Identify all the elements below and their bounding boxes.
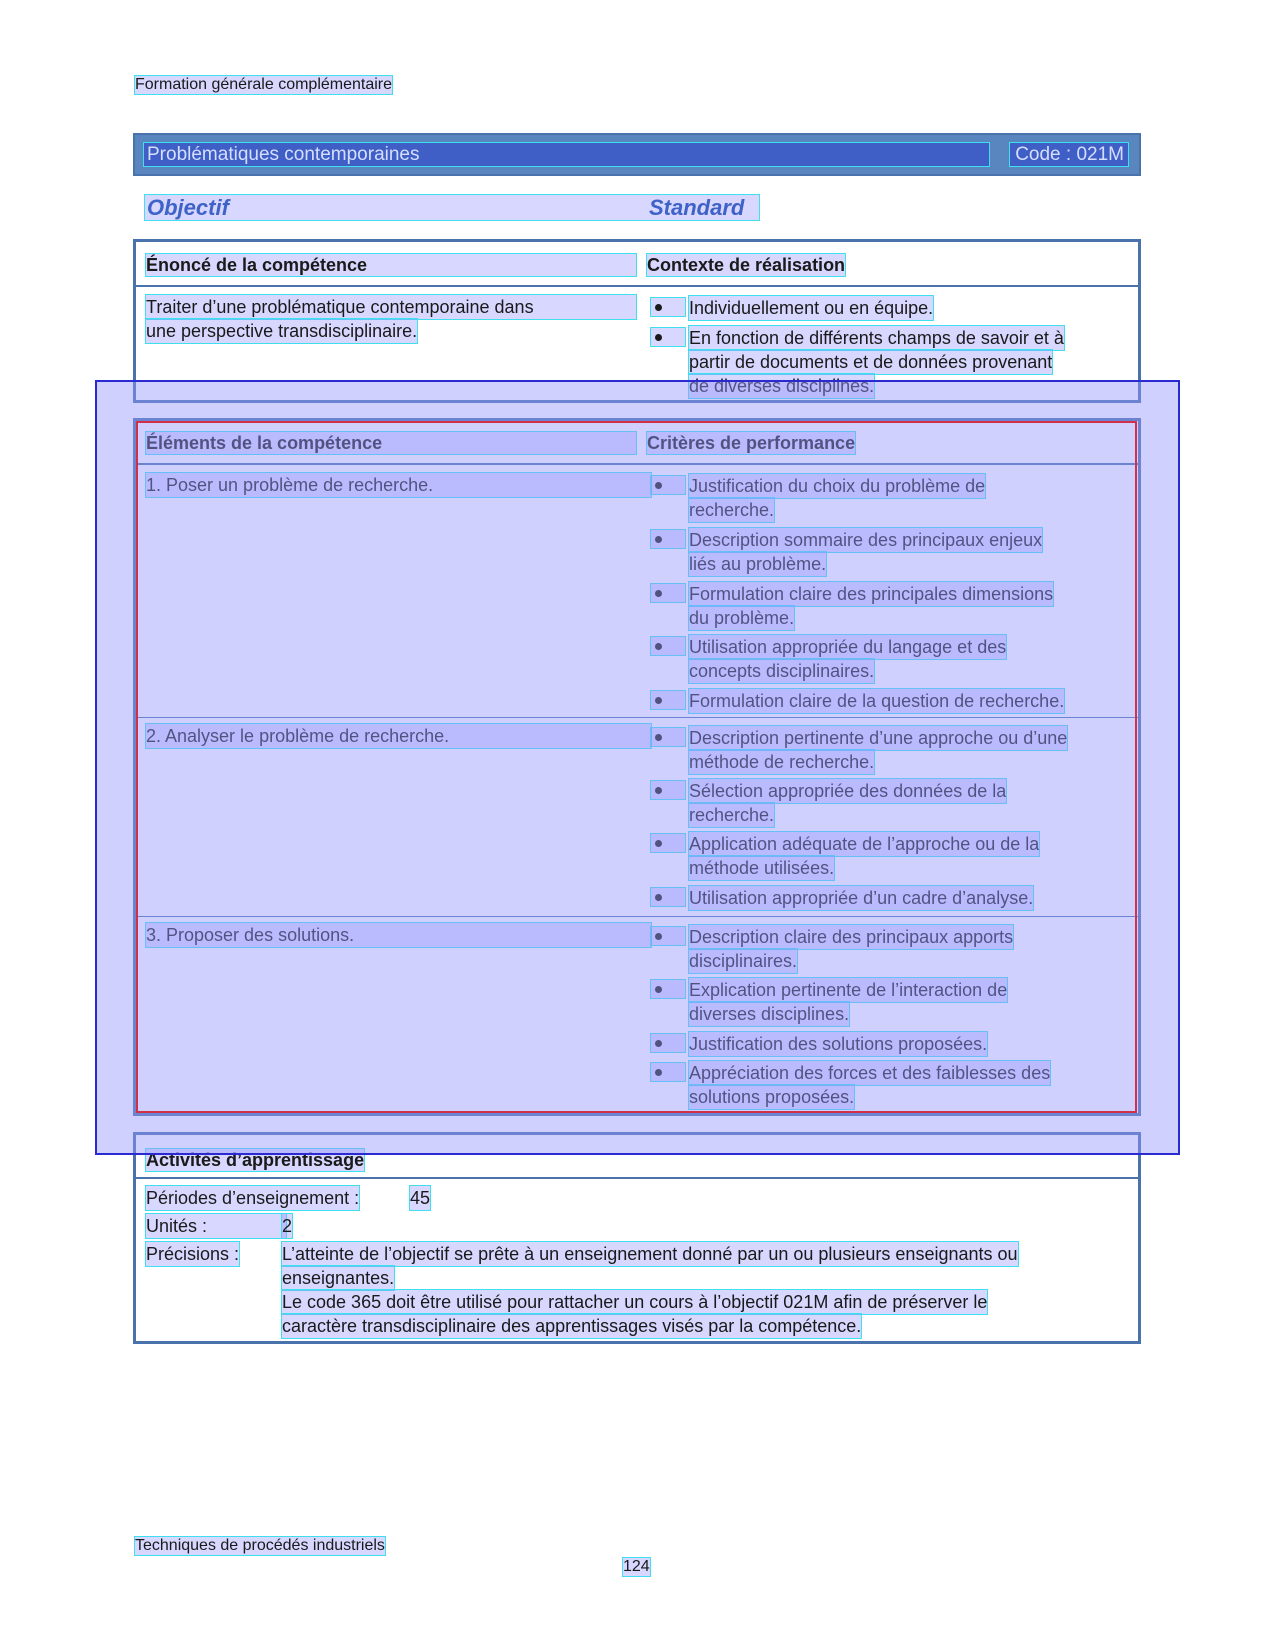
precisions-label: Précisions : — [146, 1244, 240, 1264]
criterion-item — [651, 832, 1121, 880]
activities-header: Activités d’apprentissage — [146, 1150, 365, 1170]
criterion-text: Description sommaire des principaux enjeux — [689, 530, 1043, 550]
course-title: Problématiques contemporaines — [144, 143, 989, 166]
criterion-text: Appréciation des forces et des faiblesses des — [689, 1063, 1051, 1083]
precisions-line: Le code 365 doit être utilisé pour rattacher un cours à l’objectif 021M afin de préserver le — [282, 1292, 988, 1312]
criterion-text: Formulation claire des principales dimensions — [689, 584, 1054, 604]
bullet-icon — [651, 888, 685, 906]
criterion-text: méthode utilisées. — [689, 858, 835, 878]
context-item — [651, 296, 1111, 320]
activities-box-header — [136, 1135, 1138, 1179]
units-label: Unités : — [146, 1214, 286, 1238]
page-number: 124 — [623, 1558, 650, 1575]
bullet-icon — [651, 728, 685, 746]
criterion-item — [651, 474, 1121, 522]
criterion-item — [651, 1061, 1121, 1109]
criterion-item — [651, 726, 1121, 774]
elements-box-header — [136, 421, 1138, 465]
bullet-icon — [651, 691, 685, 709]
elements-header: Éléments de la compétence — [146, 432, 636, 454]
context-item-text: Individuellement ou en équipe. — [689, 298, 934, 318]
criterion-item — [651, 779, 1121, 827]
criterion-text: Description claire des principaux apports — [689, 927, 1014, 947]
bullet-icon — [651, 584, 685, 602]
bullet-icon — [651, 298, 685, 316]
elements-box — [133, 418, 1141, 1116]
bullet-icon — [651, 1063, 685, 1081]
running-header: Formation générale complémentaire — [135, 76, 393, 93]
criterion-text: Justification des solutions proposées. — [689, 1034, 988, 1054]
element-item: 3. Proposer des solutions. — [146, 923, 651, 947]
context-item-text: de diverses disciplines. — [689, 376, 875, 396]
criterion-item — [651, 1032, 1121, 1056]
precisions-line: enseignantes. — [282, 1268, 395, 1288]
activities-box — [133, 1132, 1141, 1344]
criterion-text: Utilisation appropriée d’un cadre d’analyse. — [689, 888, 1034, 908]
periods-label: Périodes d’enseignement : — [146, 1188, 360, 1208]
periods-value: 45 — [410, 1188, 431, 1208]
subhead-band — [145, 195, 759, 220]
units-value: 2 — [282, 1216, 293, 1236]
row-divider — [136, 916, 1138, 917]
criterion-item — [651, 528, 1121, 576]
element-item: 1. Poser un problème de recherche. — [146, 473, 651, 497]
criterion-text: Utilisation appropriée du langage et des — [689, 637, 1007, 657]
criterion-text: du problème. — [689, 608, 795, 628]
precisions-line: L’atteinte de l’objectif se prête à un enseignement donné par un ou plusieurs enseignants ou — [282, 1244, 1018, 1264]
criterion-text: Formulation claire de la question de recherche. — [689, 691, 1065, 711]
criterion-text: recherche. — [689, 805, 775, 825]
criteria-header: Critères de performance — [647, 433, 856, 453]
criterion-text: disciplinaires. — [689, 951, 798, 971]
bullet-icon — [651, 530, 685, 548]
course-code: Code : 021M — [1010, 143, 1128, 166]
element-item: 2. Analyser le problème de recherche. — [146, 724, 651, 748]
bullet-icon — [651, 927, 685, 945]
bullet-icon — [651, 476, 685, 494]
bullet-icon — [651, 834, 685, 852]
criterion-text: liés au problème. — [689, 554, 827, 574]
statement-line: une perspective transdisciplinaire. — [146, 321, 418, 341]
row-divider — [136, 717, 1138, 718]
bullet-icon — [651, 980, 685, 998]
criterion-text: solutions proposées. — [689, 1087, 855, 1107]
criterion-item — [651, 582, 1121, 630]
competence-box — [133, 239, 1141, 403]
context-item-text: En fonction de différents champs de savoir et à — [689, 328, 1064, 348]
bullet-icon — [651, 781, 685, 799]
criterion-text: recherche. — [689, 500, 775, 520]
bullet-icon — [651, 637, 685, 655]
context-item — [651, 326, 1121, 398]
criterion-text: méthode de recherche. — [689, 752, 875, 772]
statement-line: Traiter d’une problématique contemporaine dans — [146, 295, 636, 319]
criterion-text: Application adéquate de l’approche ou de la — [689, 834, 1040, 854]
objective-heading: Objectif — [147, 195, 229, 220]
context-item-text: partir de documents et de données provenant — [689, 352, 1053, 372]
criterion-text: concepts disciplinaires. — [689, 661, 875, 681]
criterion-text: Description pertinente d’une approche ou d’une — [689, 728, 1068, 748]
criterion-item — [651, 689, 1121, 713]
criterion-item — [651, 635, 1121, 683]
criterion-text: diverses disciplines. — [689, 1004, 850, 1024]
criterion-item — [651, 886, 1121, 910]
criterion-text: Explication pertinente de l’interaction de — [689, 980, 1008, 1000]
bullet-icon — [651, 1034, 685, 1052]
running-footer: Techniques de procédés industriels — [135, 1537, 385, 1554]
precisions-line: caractère transdisciplinaire des apprentissages visés par la compétence. — [282, 1316, 862, 1336]
competence-box-header — [136, 242, 1138, 287]
context-header: Contexte de réalisation — [647, 255, 846, 275]
criterion-item — [651, 978, 1121, 1026]
criterion-text: Justification du choix du problème de — [689, 476, 986, 496]
statement-header: Énoncé de la compétence — [146, 254, 636, 276]
standard-heading: Standard — [649, 195, 745, 220]
criterion-text: Sélection appropriée des données de la — [689, 781, 1007, 801]
bullet-icon — [651, 328, 685, 346]
criterion-item — [651, 925, 1121, 973]
title-bar — [133, 133, 1141, 176]
